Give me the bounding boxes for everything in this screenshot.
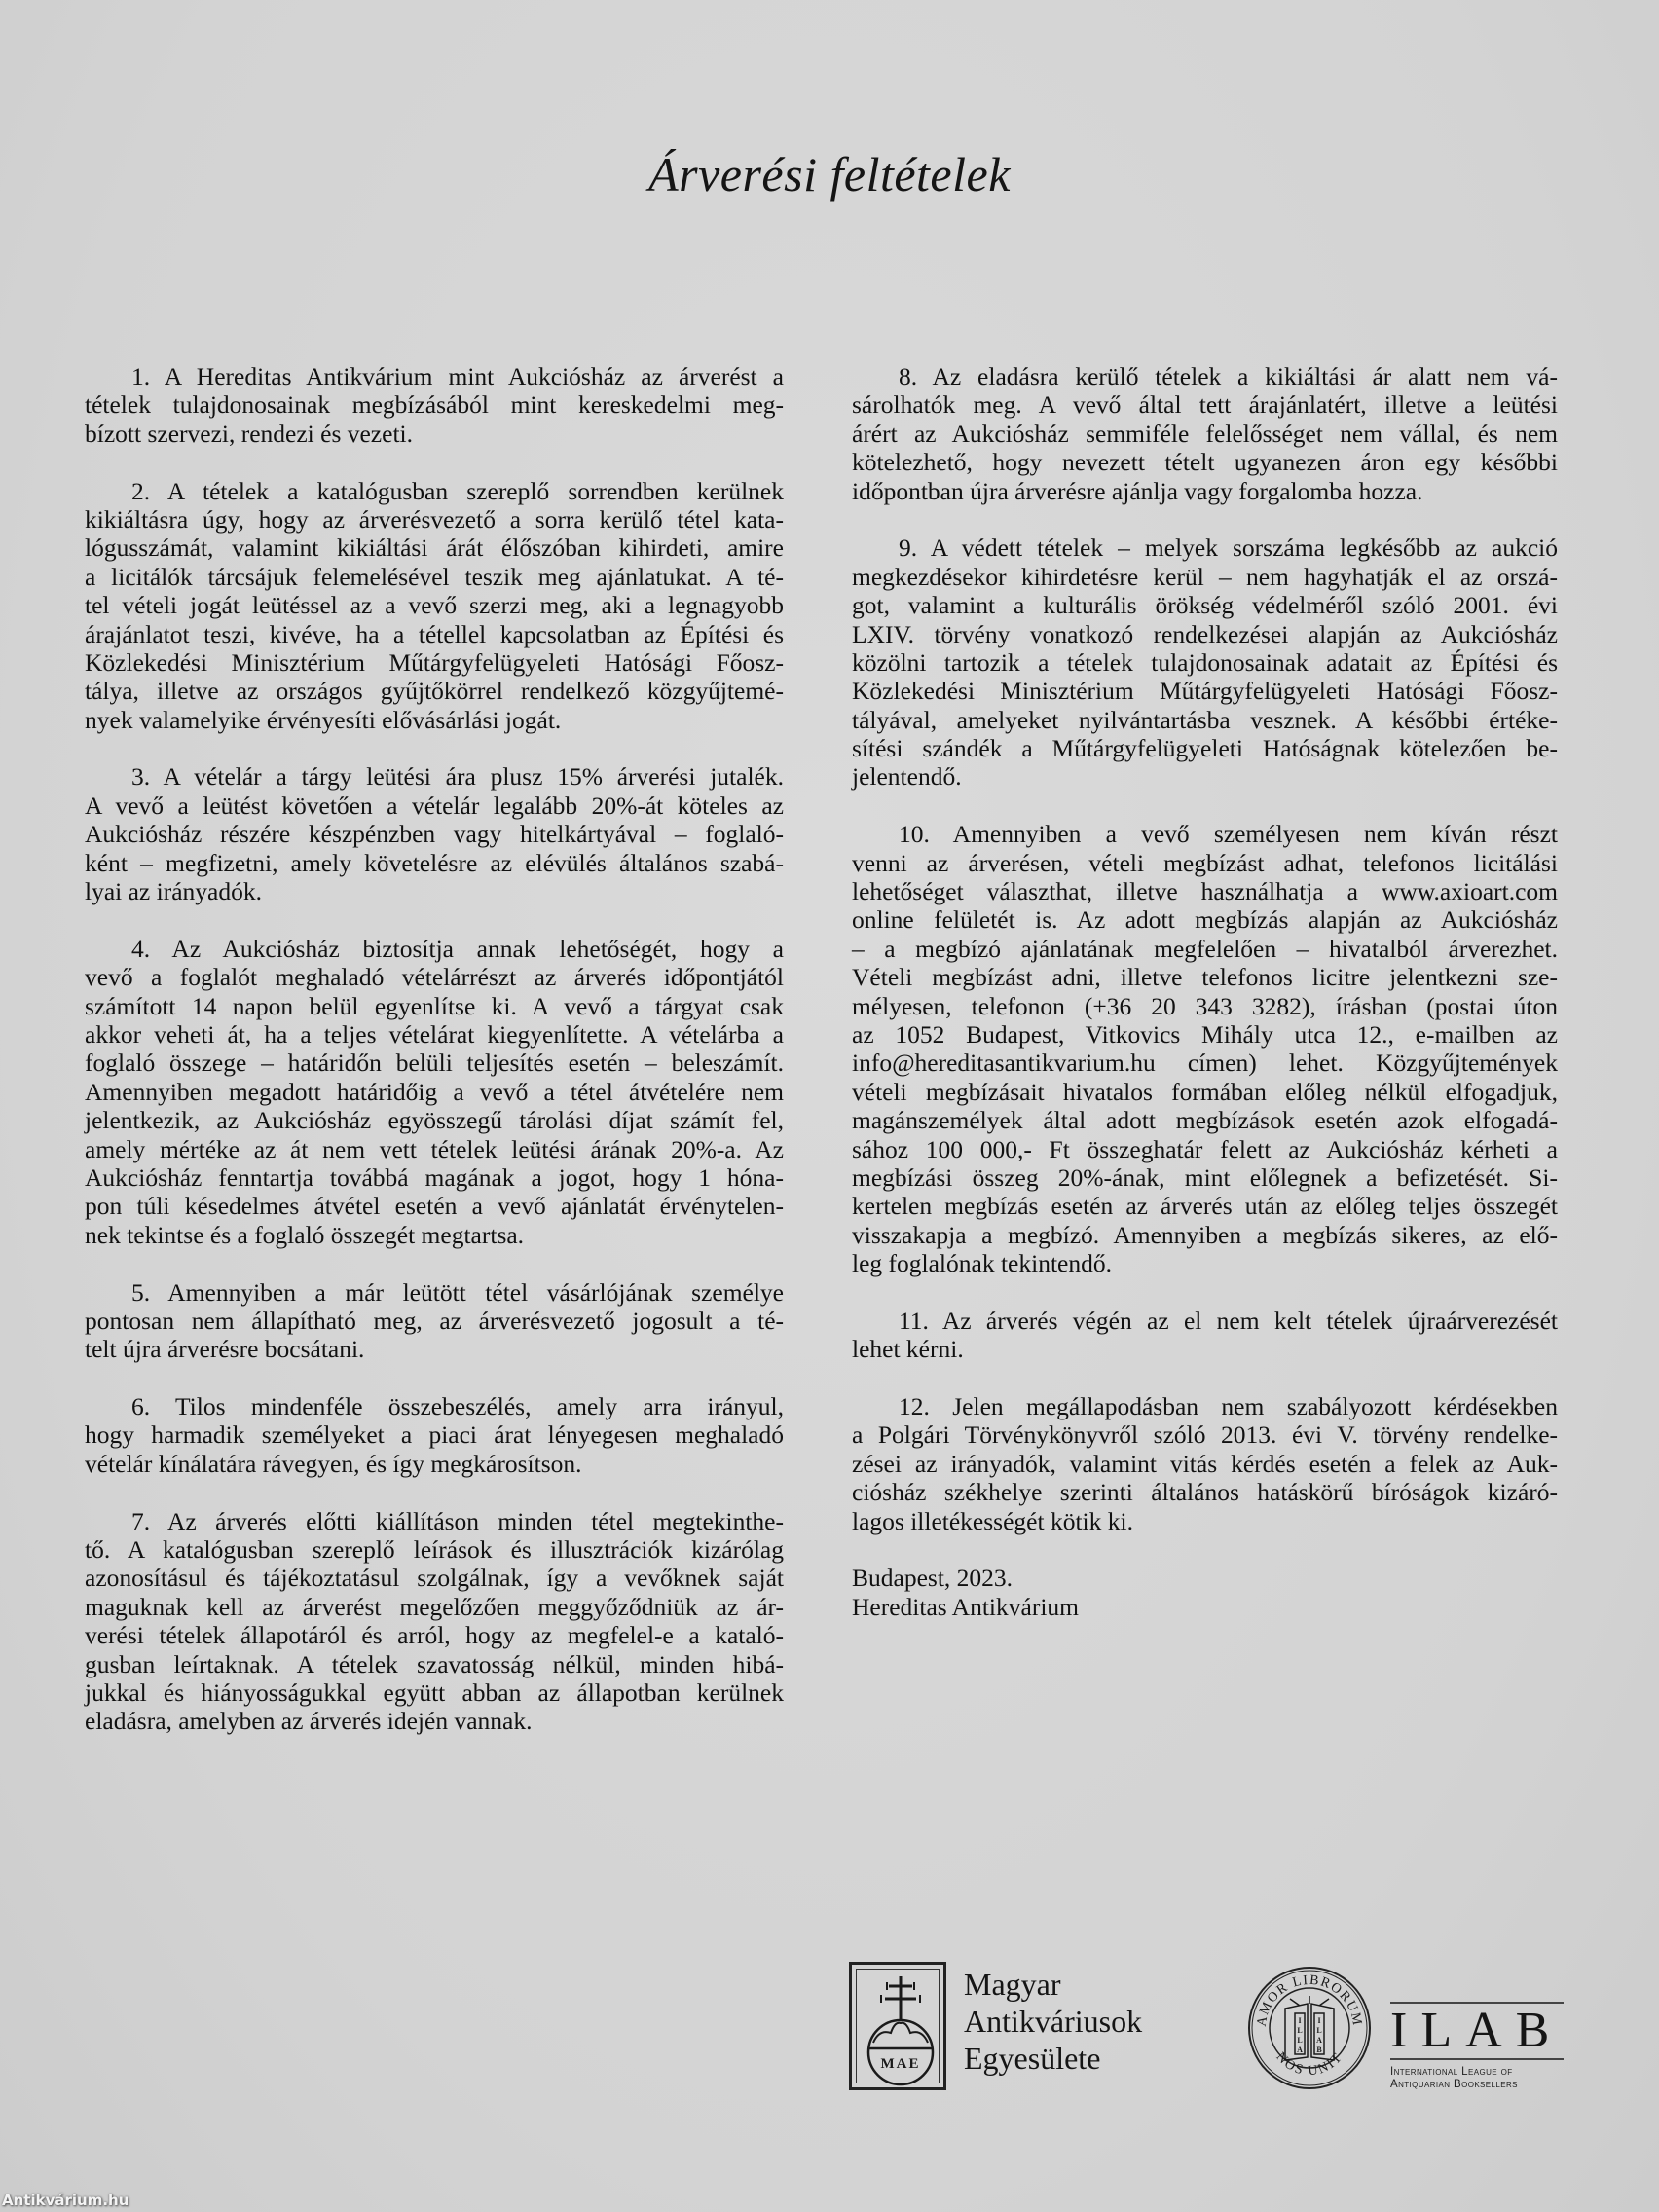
mae-name [964, 1966, 1142, 2077]
text-line: – a megbízó ajánlatának megfelelően – hivatalból árverezhet. [852, 934, 1558, 963]
text-line: pontosan nem állapítható meg, az árverésvezető jogosult a té- [85, 1306, 784, 1335]
text-line: maguknak kell az árverést megelőzően meggyőződniük az ár- [85, 1592, 784, 1621]
text-line: 1. A Hereditas Antikvárium mint Aukciósház az árverést a [131, 362, 784, 390]
text-line: A vevő a leütést követően a vételár legalább 20%-át köteles az [85, 791, 784, 820]
text-line: megkezdésekor kihirdetésre kerül – nem hagyhatják el az orszá- [852, 562, 1558, 591]
ilab-subtitle-line: Antiquarian Booksellers [1390, 2079, 1518, 2090]
text-line: 9. A védett tételek – melyek sorszáma legkésőbb az aukció [899, 534, 1558, 563]
text-line: azonosításul és tájékoztatásul szolgálnak, így a vevőknek saját [85, 1564, 784, 1593]
svg-text:L: L [1297, 2026, 1303, 2035]
ilab-subtitle [1390, 2066, 1518, 2091]
svg-text:L: L [1316, 2026, 1322, 2035]
svg-text:NOS UNIT [1272, 2049, 1346, 2079]
condition-paragraph [85, 762, 784, 905]
text-line: verési tételek állapotáról és arról, hogy az megfelel-e a kataló- [85, 1621, 784, 1650]
ilab-seal-bottom-text: NOS UNIT [1272, 2049, 1346, 2080]
text-line: pon túli késedelmes átvétel esetén a vevő ajánlatát érvénytelen- [85, 1192, 784, 1221]
text-line: akkor veheti át, ha a teljes vételárat kiegyenlítette. A vételárba a [85, 1019, 784, 1049]
condition-paragraph [85, 1392, 784, 1478]
text-line: Aukciósház részére készpénzben vagy hitelkártyával – foglaló- [85, 820, 784, 849]
text-line: sárolhatók meg. A vevő által tett árajánlatért, illetve a leütési [852, 390, 1558, 420]
text-line: Közlekedési Minisztérium Műtárgyfelügyeleti Hatósági Főosz- [852, 677, 1558, 706]
text-line: 2. A tételek a katalógusban szereplő sorrendben kerülnek [131, 476, 784, 505]
text-line: venni az árverésen, vételi megbízást adhat, telefonos licitálási [852, 848, 1558, 877]
text-line: lagos illetékességét kötik ki. [852, 1506, 1133, 1535]
text-line: sához 100 000,- Ft összeghatár felett az Aukciósház kérheti a [852, 1134, 1558, 1163]
text-line: ként – megfizetni, amely követelésre az elévülés általános szabá- [85, 848, 784, 877]
page-title: Árverési feltételek [648, 147, 1011, 202]
text-line: amely mértéke az át nem vett tételek leütési árának 20%-a. Az [85, 1134, 784, 1163]
text-line: mélyesen, telefonon (+36 20 343 3282), írásban (postai úton [852, 991, 1558, 1020]
text-line: Amennyiben megadott határidőig a vevő a tétel átvételére nem [85, 1077, 784, 1106]
text-line: got, valamint a kulturális örökség védelméről szóló 2001. évi [852, 591, 1558, 620]
ilab-subtitle-line: International League of [1390, 2066, 1513, 2078]
text-line: lógusszámát, valamint kikiáltási árát élőszóban kihirdeti, amire [85, 534, 784, 563]
mae-monogram: MAE [880, 2056, 921, 2072]
mae-name-line: Antikváriusok [964, 2004, 1143, 2039]
svg-text:I: I [1317, 2016, 1321, 2025]
condition-paragraph [852, 1392, 1558, 1535]
text-line: a Polgári Törvénykönyvről szóló 2013. évi V. törvény rendelke- [852, 1420, 1558, 1450]
text-line: számított 14 napon belül egyenlítse ki. A vevő a tárgyat csak [85, 991, 784, 1020]
text-line: Aukciósház fenntartja továbbá magának a jogot, hogy 1 hóna- [85, 1162, 784, 1192]
text-line: az 1052 Budapest, Vitkovics Mihály utca 12., e-mailben az [852, 1019, 1558, 1049]
text-line: eladásra, amelyben az árverés idején vannak. [85, 1707, 533, 1736]
text-line: tő. A katalógusban szereplő leírások és illusztrációk kizárólag [85, 1535, 784, 1565]
text-line: lyai az irányadók. [85, 877, 262, 906]
text-line: jelentendő. [852, 762, 962, 792]
svg-text:A: A [1297, 2046, 1303, 2054]
text-line: árajánlatot teszi, kivéve, ha a tétellel kapcsolatban az Építési és [85, 619, 784, 648]
text-line: közölni tartozik a tételek tulajdonosainak adatait az Építési és [852, 647, 1558, 677]
text-line: nek tekintse és a foglaló összegét megtartsa. [85, 1220, 525, 1249]
mae-name-line: Magyar [964, 1967, 1061, 2002]
text-line: lehetőséget választhat, illetve használhatja a www.axioart.com [852, 877, 1558, 906]
text-line: visszakapja a megbízó. Amennyiben a megbízás sikeres, az elő- [852, 1220, 1558, 1249]
condition-paragraph [85, 1278, 784, 1364]
signature-place-date: Budapest, 2023. [852, 1564, 1014, 1593]
text-line: 8. Az eladásra kerülő tételek a kikiáltási ár alatt nem vá- [899, 362, 1558, 390]
svg-text:A: A [1316, 2036, 1322, 2045]
text-line: vevő a foglalót meghaladó vételárrészt az árverés időpontjától [85, 963, 784, 992]
text-line: vételár kínálatára rávegyen, és így megkárosítson. [85, 1449, 582, 1478]
svg-text:I: I [1298, 2016, 1302, 2025]
text-line: kertelen megbízás esetén az árverés után az előleg teljes összegét [852, 1192, 1558, 1221]
condition-paragraph [85, 362, 784, 448]
svg-text:B: B [1316, 2046, 1322, 2054]
mae-emblem-icon [849, 1962, 946, 2090]
text-line: 3. A vételár a tárgy leütési ára plusz 15% árverési jutalék. [131, 762, 784, 792]
text-line: foglaló összege – határidőn belüli teljesítés esetén – beleszámít. [85, 1049, 784, 1078]
text-line: telt újra árverésre bocsátani. [85, 1335, 365, 1364]
text-line: kikiáltásra úgy, hogy az árverésvezető a sorra kerülő tétel kata- [85, 504, 784, 534]
text-line: kötelezhető, hogy nevezett tételt ugyanezen áron egy későbbi [852, 448, 1558, 477]
text-line: gusban leírtaknak. A tételek szavatosság nélkül, minden hibá- [85, 1649, 784, 1678]
text-line: ciósház székhelye szerinti általános hatáskörű bíróságok kizáró- [852, 1478, 1558, 1507]
text-line: sítési szándék a Műtárgyfelügyeleti Hatóságnak kötelezően be- [852, 734, 1558, 763]
condition-paragraph [852, 534, 1558, 792]
text-line: LXIV. törvény vonatkozó rendelkezései alapján az Aukciósház [852, 619, 1558, 648]
text-line: bízott szervezi, rendezi és vezeti. [85, 419, 413, 448]
signature-block [852, 1564, 1558, 1621]
text-line: info@hereditasantikvarium.hu címen) lehet. Közgyűjtemények [852, 1049, 1558, 1078]
text-line: a licitálók tárcsájuk felemelésével teszik meg ajánlatukat. A té- [85, 562, 784, 591]
ilab-logo [1246, 1965, 1577, 2101]
text-line: nyek valamelyike érvényesíti elővásárlási jogát. [85, 705, 562, 734]
text-line: hogy harmadik személyeket a piaci árat lényegesen meghaladó [85, 1420, 784, 1450]
text-line: tel vételi jogát leütéssel az a vevő szerzi meg, aki a legnagyobb [85, 591, 784, 620]
mae-name-line: Egyesülete [964, 2041, 1101, 2076]
text-line: Közlekedési Minisztérium Műtárgyfelügyeleti Hatósági Főosz- [85, 647, 784, 677]
condition-paragraph [85, 1507, 784, 1736]
mae-logo [849, 1962, 1170, 2098]
text-line: megbízási összeg 20%-ának, mint előlegnek a befizetését. Si- [852, 1162, 1558, 1192]
text-line: 11. Az árverés végén az el nem kelt tételek újraárverezését [899, 1306, 1558, 1335]
condition-paragraph [85, 935, 784, 1249]
ilab-seal-icon [1246, 1965, 1373, 2091]
text-line: magánszemélyek által adott megbízások esetén azok elfogadá- [852, 1106, 1558, 1135]
text-line: lehet kérni. [852, 1335, 964, 1364]
text-line: időpontban újra árverésre ajánlja vagy forgalomba hozza. [852, 476, 1423, 505]
left-column [85, 362, 784, 1764]
text-line: 10. Amennyiben a vevő személyesen nem kíván részt [899, 820, 1558, 849]
watermark: Antikvárium.hu [2, 2192, 129, 2209]
text-line: Vételi megbízást adni, illetve telefonos licitre jelentkezni sze- [852, 963, 1558, 992]
text-line: árért az Aukciósház semmiféle felelősséget nem vállal, és nem [852, 419, 1558, 448]
text-line: jelentkezik, az Aukciósház egyösszegű tárolási díjat számít fel, [85, 1106, 784, 1135]
condition-paragraph [852, 362, 1558, 505]
condition-paragraph [852, 820, 1558, 1277]
condition-paragraph [852, 1307, 1558, 1364]
text-line: tálya, illetve az országos gyűjtőkörrel rendelkező közgyűjtemé- [85, 677, 784, 706]
right-column [852, 362, 1558, 1650]
text-line: 4. Az Aukciósház biztosítja annak lehetőségét, hogy a [131, 934, 784, 963]
text-line: 6. Tilos mindenféle összebeszélés, amely arra irányul, [131, 1392, 784, 1421]
text-line: tályával, amelyeket nyilvántartásba vesznek. A későbbi értéke- [852, 705, 1558, 734]
ilab-wordmark: ILAB [1390, 2003, 1564, 2058]
svg-text:L: L [1297, 2036, 1303, 2045]
text-line: zései az irányadók, valamint vitás kérdés esetén a felek az Auk- [852, 1449, 1558, 1478]
text-line: online felületét is. Az adott megbízás alapján az Aukciósház [852, 905, 1558, 935]
text-line: leg foglalónak tekintendő. [852, 1249, 1112, 1278]
condition-paragraph [85, 477, 784, 735]
text-line: 12. Jelen megállapodásban nem szabályozott kérdésekben [899, 1392, 1558, 1421]
text-line: jukkal és hiányosságukkal együtt abban az állapotban kerülnek [85, 1677, 784, 1707]
ilab-seal-top-text: AMOR LIBRORUM [1254, 1972, 1365, 2028]
text-line: vételi megbízásait hivatalos formában előleg nélkül elfogadjuk, [852, 1077, 1558, 1106]
signature-name: Hereditas Antikvárium [852, 1592, 1079, 1621]
text-line: 7. Az árverés előtti kiállításon minden tétel megtekinthe- [131, 1506, 784, 1535]
text-line: tételek tulajdonosainak megbízásából mint kereskedelmi meg- [85, 390, 784, 420]
text-line: 5. Amennyiben a már leütött tétel vásárlójának személye [131, 1277, 784, 1307]
